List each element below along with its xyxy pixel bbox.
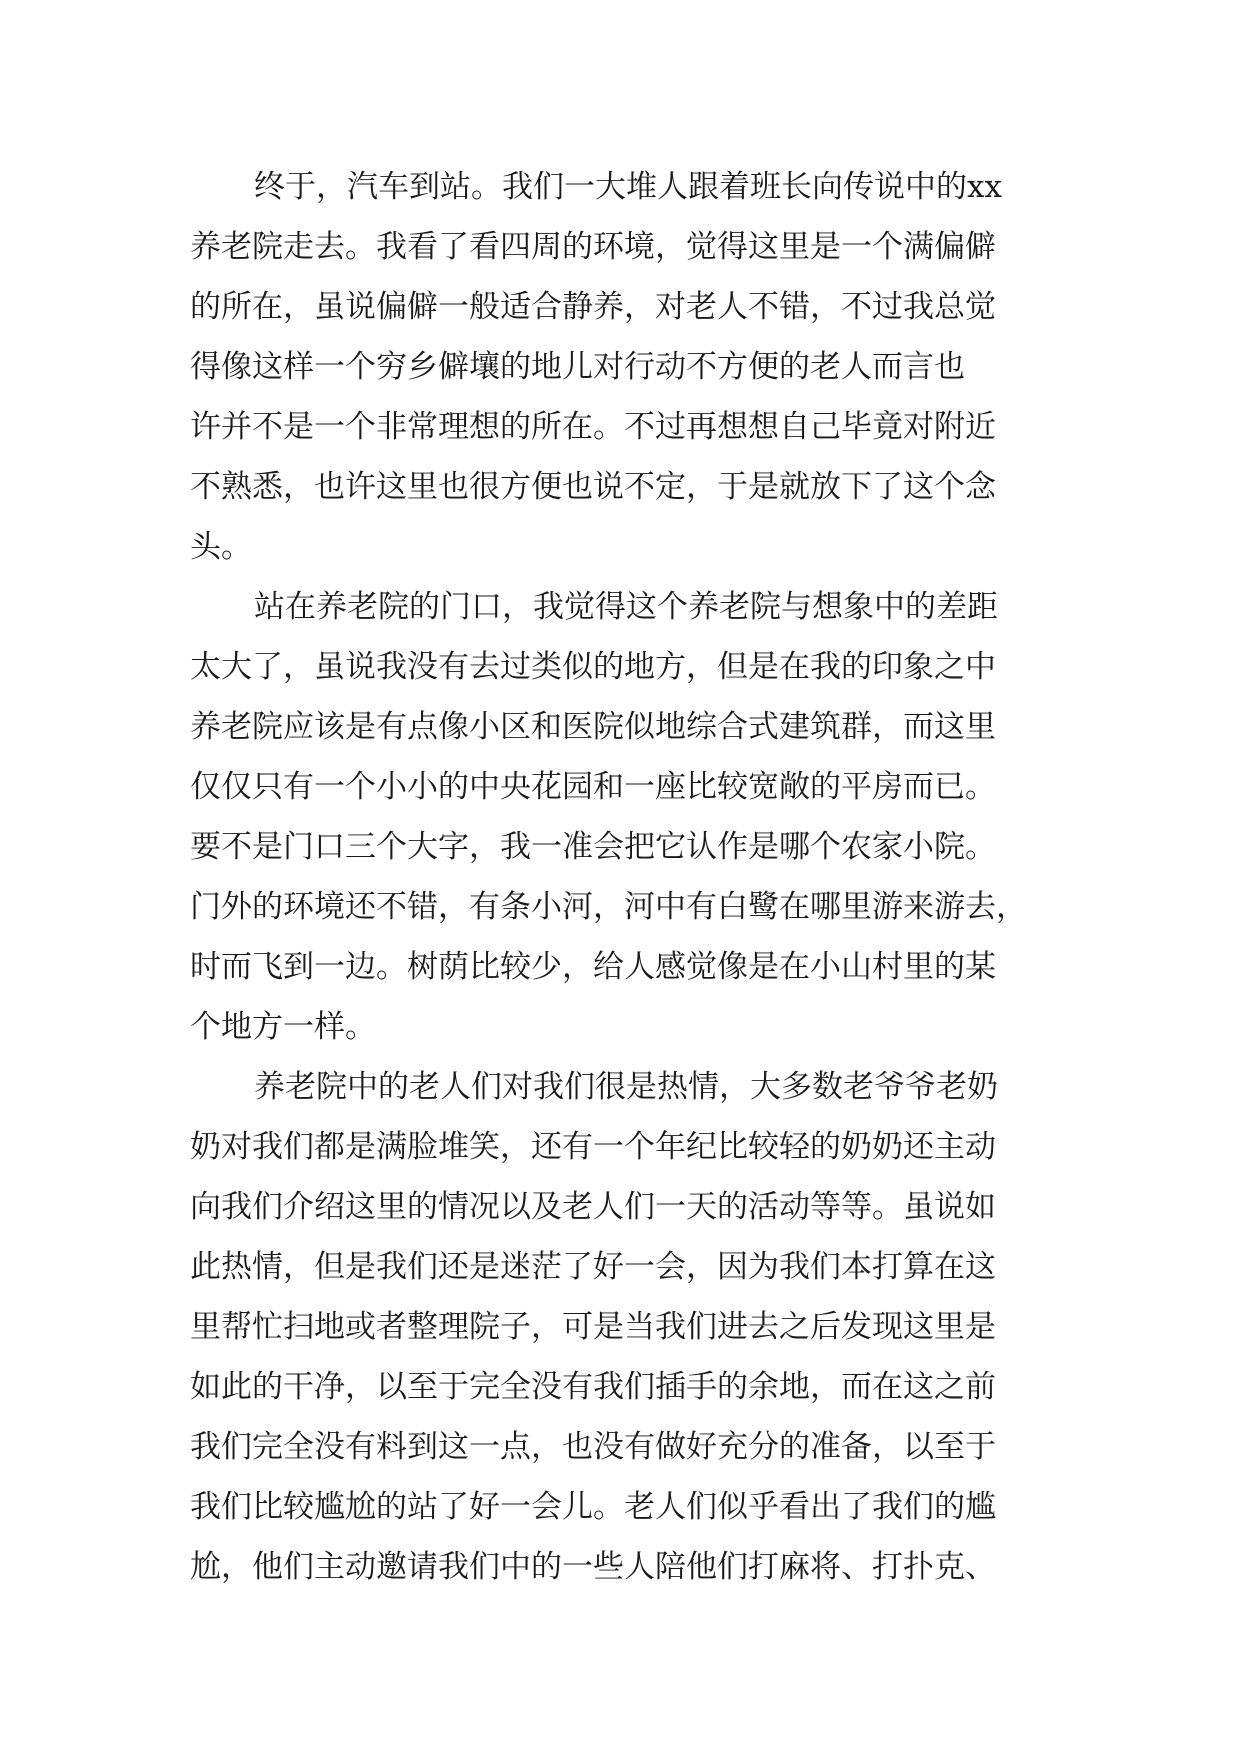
text-line: 如此的干净，以至于完全没有我们插手的余地，而在这之前 [190,1369,996,1405]
text-line: 向我们介绍这里的情况以及老人们一天的活动等等。虽说如 [190,1189,996,1225]
text-line: 终于，汽车到站。我们一大堆人跟着班长向传说中的xx [254,169,1002,205]
text-line: 太大了，虽说我没有去过类似的地方，但是在我的印象之中 [190,649,996,685]
paragraph-1 [190,157,1070,577]
text-line: 我们比较尴尬的站了好一会儿。老人们似乎看出了我们的尴 [190,1489,996,1525]
text-line: 门外的环境还不错，有条小河，河中有白鹭在哪里游来游去， [190,889,1027,925]
text-line: 的所在，虽说偏僻一般适合静养，对老人不错，不过我总觉 [190,289,996,325]
text-line: 时而飞到一边。树荫比较少，给人感觉像是在小山村里的某 [190,949,996,985]
document-body [190,157,1070,1597]
text-line: 我们完全没有料到这一点，也没有做好充分的准备，以至于 [190,1429,996,1465]
text-line: 此热情，但是我们还是迷茫了好一会，因为我们本打算在这 [190,1249,996,1285]
text-line: 个地方一样。 [190,1009,376,1045]
text-line: 奶对我们都是满脸堆笑，还有一个年纪比较轻的奶奶还主动 [190,1129,996,1165]
text-line: 要不是门口三个大字，我一准会把它认作是哪个农家小院。 [190,829,996,865]
text-line: 养老院中的老人们对我们很是热情，大多数老爷爷老奶 [254,1069,998,1105]
text-line: 尬，他们主动邀请我们中的一些人陪他们打麻将、打扑克、 [190,1549,996,1585]
text-line: 不熟悉，也许这里也很方便也说不定，于是就放下了这个念 [190,469,996,505]
paragraph-3 [190,1057,1070,1597]
paragraph-2 [190,577,1070,1057]
text-line: 养老院应该是有点像小区和医院似地综合式建筑群，而这里 [190,709,996,745]
text-line: 里帮忙扫地或者整理院子，可是当我们进去之后发现这里是 [190,1309,996,1345]
text-line: 养老院走去。我看了看四周的环境，觉得这里是一个满偏僻 [190,229,996,265]
text-line: 站在养老院的门口，我觉得这个养老院与想象中的差距 [254,589,998,625]
text-line: 许并不是一个非常理想的所在。不过再想想自己毕竟对附近 [190,409,996,445]
text-line: 头。 [190,529,252,565]
text-line: 仅仅只有一个小小的中央花园和一座比较宽敞的平房而已。 [190,769,996,805]
text-line: 得像这样一个穷乡僻壤的地儿对行动不方便的老人而言也 [190,349,965,385]
